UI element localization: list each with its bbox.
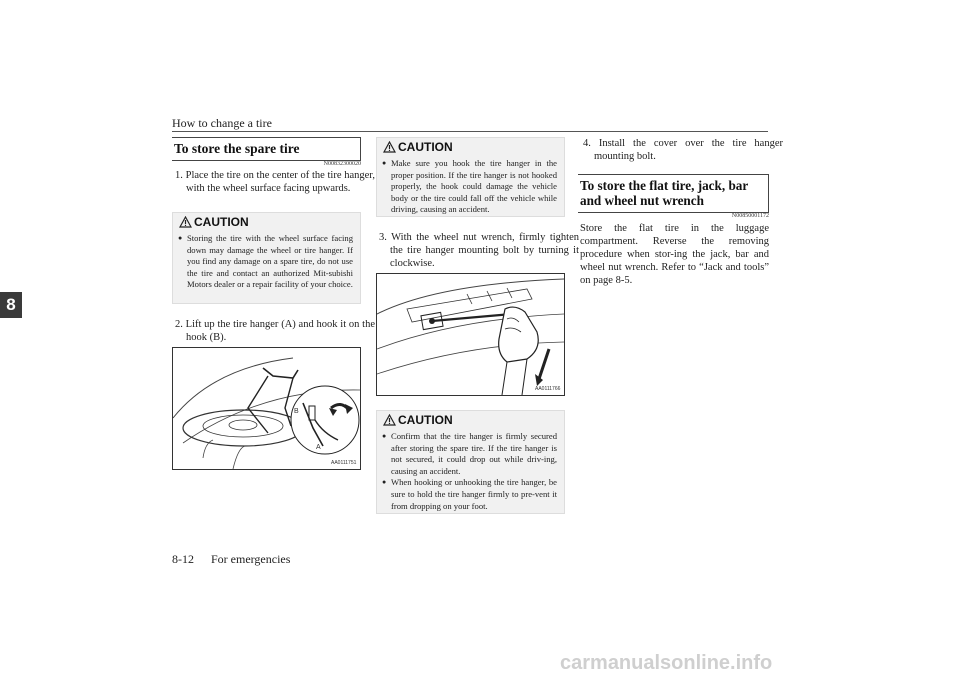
chapter-tab[interactable]: 8 xyxy=(0,292,22,318)
watermark: carmanualsonline.info xyxy=(560,652,773,674)
caution-title-text: CAUTION xyxy=(194,215,249,229)
section-heading-store-flat-tire: To store the flat tire, jack, bar and wheel nut wrench xyxy=(578,174,769,213)
step-2: 2. Lift up the tire hanger (A) and hook it on the hook (B). xyxy=(175,319,375,343)
caution-list xyxy=(377,429,564,518)
caution-item: ● Confirm that the tire hanger is firmly secured after storing the spare tire. If the tire hanger is not secured, it could drop out while driv-ing, causing an accident. xyxy=(391,431,557,477)
step-1: 1. Place the tire on the center of the tire hanger, with the wheel surface facing upwards. xyxy=(175,170,375,194)
caution-item: ● Storing the tire with the wheel surface facing down may damage the wheel or tire hanger. If you find any damage on a spare tire, do not use the tire and contact an authorized Mit-subishi Motors dealer or a repair facility of your choice. xyxy=(187,233,353,291)
tire-hanger-illustration xyxy=(173,348,360,469)
label-b: B xyxy=(294,408,299,415)
header-rule xyxy=(172,131,768,132)
caution-list xyxy=(377,156,564,222)
caution-box xyxy=(376,410,565,514)
figure-tire-hanger-hook xyxy=(172,347,361,470)
step-4: 4. Install the cover over the tire hanger mounting bolt. xyxy=(583,138,783,162)
warning-triangle-icon xyxy=(383,414,396,426)
caution-item: ● Make sure you hook the tire hanger in the proper position. If the tire hanger is not hooked properly, the hook could damage the vehicle body or the tire could fall off the vehicle while driving, causing an accident. xyxy=(391,158,557,216)
caution-title-text: CAUTION xyxy=(398,140,453,154)
caution-title xyxy=(173,213,360,231)
figure-tighten-bolt xyxy=(376,273,565,396)
caution-title-text: CAUTION xyxy=(398,413,453,427)
warning-triangle-icon xyxy=(179,216,192,228)
step-3: 3. With the wheel nut wrench, firmly tighten the tire hanger mounting bolt by turning it clockwise. xyxy=(379,232,579,269)
section-heading-store-spare-tire: To store the spare tire xyxy=(172,137,361,161)
running-header: How to change a tire xyxy=(172,116,272,130)
body-paragraph: Store the flat tire in the luggage compartment. Reverse the removing procedure when stor-ing the jack, bar and wheel nut wrench. Refer to “Jack and tools” on page 8-5. xyxy=(580,223,769,286)
figure-code: AA0111766 xyxy=(535,386,561,392)
wrench-illustration xyxy=(377,274,564,395)
caution-title xyxy=(377,138,564,156)
section-code: N00832300020 xyxy=(323,161,361,167)
caution-item: ● When hooking or unhooking the tire hanger, be sure to hold the tire hanger firmly to pre-vent it from dropping on your foot. xyxy=(391,477,557,512)
section-code: N00850001172 xyxy=(731,213,769,219)
page-footer xyxy=(172,552,304,567)
label-a: A xyxy=(316,444,321,451)
footer-section: For emergencies xyxy=(211,552,291,566)
figure-code: AA0111751 xyxy=(331,460,357,466)
warning-triangle-icon xyxy=(383,141,396,153)
caution-box xyxy=(376,137,565,217)
caution-box xyxy=(172,212,361,304)
caution-list xyxy=(173,231,360,297)
page-number: 8-12 xyxy=(172,552,194,566)
caution-title xyxy=(377,411,564,429)
